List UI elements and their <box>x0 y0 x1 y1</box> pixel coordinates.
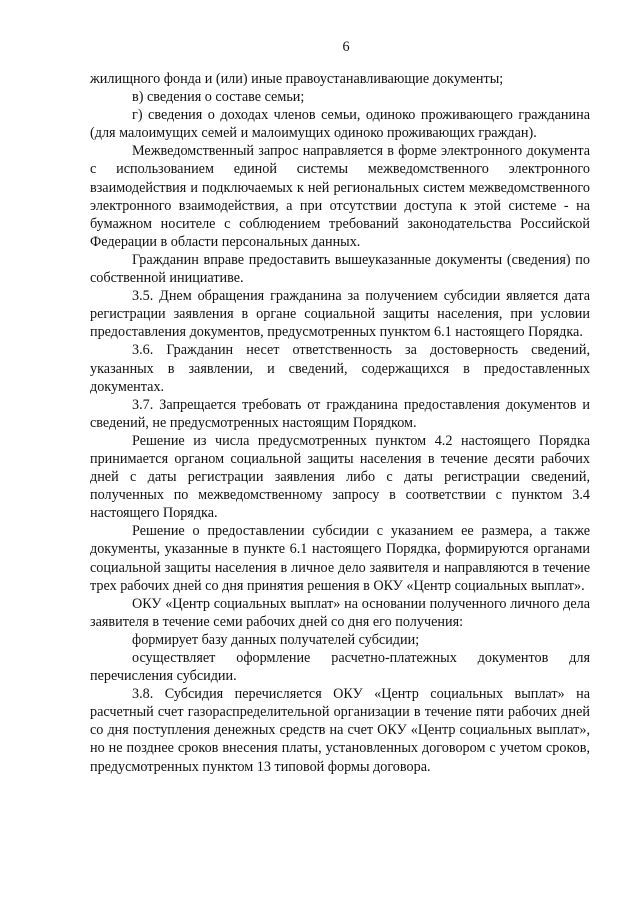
document-body <box>90 70 590 776</box>
paragraph: г) сведения о доходах членов семьи, одиноко проживающего гражданина (для малоимущих семей и малоимущих одиноко проживающих граждан). <box>90 107 590 142</box>
paragraph: 3.8. Субсидия перечисляется ОКУ «Центр социальных выплат» на расчетный счет газораспределительной организации в течение пяти рабочих дней со дня поступления денежных средств на счет ОКУ «Центр социальных выплат», но не позднее сроков внесения платы, установленных договором с учетом сроков, предусмотренных пунктом 13 типовой формы договора. <box>90 686 590 775</box>
paragraph: 3.6. Гражданин несет ответственность за достоверность сведений, указанных в заявлении, и сведений, содержащихся в предоставленных документах. <box>90 342 590 395</box>
page-number: 6 <box>342 39 350 55</box>
paragraph: формирует базу данных получателей субсидии; <box>132 631 420 648</box>
paragraph: осуществляет оформление расчетно-платежных документов для перечисления субсидии. <box>90 650 590 685</box>
paragraph: Решение из числа предусмотренных пунктом 4.2 настоящего Порядка принимается органом социальной защиты населения в течение десяти рабочих дней с даты регистрации заявления либо с даты регистрации сведений, полученных по межведомственному запросу в соответствии с пунктом 3.4 настоящего Порядка. <box>90 432 590 522</box>
paragraph: Решение о предоставлении субсидии с указанием ее размера, а также документы, указанные в пункте 6.1 настоящего Порядка, формируются органами социальной защиты населения в личное дело заявителя и направляются в течение трех рабочих дней со дня принятия решения в ОКУ «Центр социальных выплат». <box>90 523 590 594</box>
paragraph: 3.5. Днем обращения гражданина за получением субсидии является дата регистрации заявления в органе социальной защиты населения, при условии предоставления документов, предусмотренных пунктом 6.1 настоящего Порядка. <box>90 288 590 341</box>
paragraph: в) сведения о составе семьи; <box>132 89 305 106</box>
paragraph: Гражданин вправе предоставить вышеуказанные документы (сведения) по собственной инициативе. <box>90 251 590 287</box>
paragraph: ОКУ «Центр социальных выплат» на основании полученного личного дела заявителя в течение семи рабочих дней со дня его получения: <box>90 595 590 630</box>
paragraph: Межведомственный запрос направляется в форме электронного документа с использованием единой системы межведомственного электронного взаимодействия и подключаемых к ней региональных систем межведомственного электронного взаимодействия, а при отсутствии доступа к этой системе - на бумажном носителе с соблюдением требований законодательства Российской Федерации в области персональных данных. <box>90 143 590 250</box>
paragraph: 3.7. Запрещается требовать от гражданина предоставления документов и сведений, не предусмотренных настоящим Порядком. <box>90 396 590 431</box>
paragraph: жилищного фонда и (или) иные правоустанавливающие документы; <box>90 71 504 87</box>
